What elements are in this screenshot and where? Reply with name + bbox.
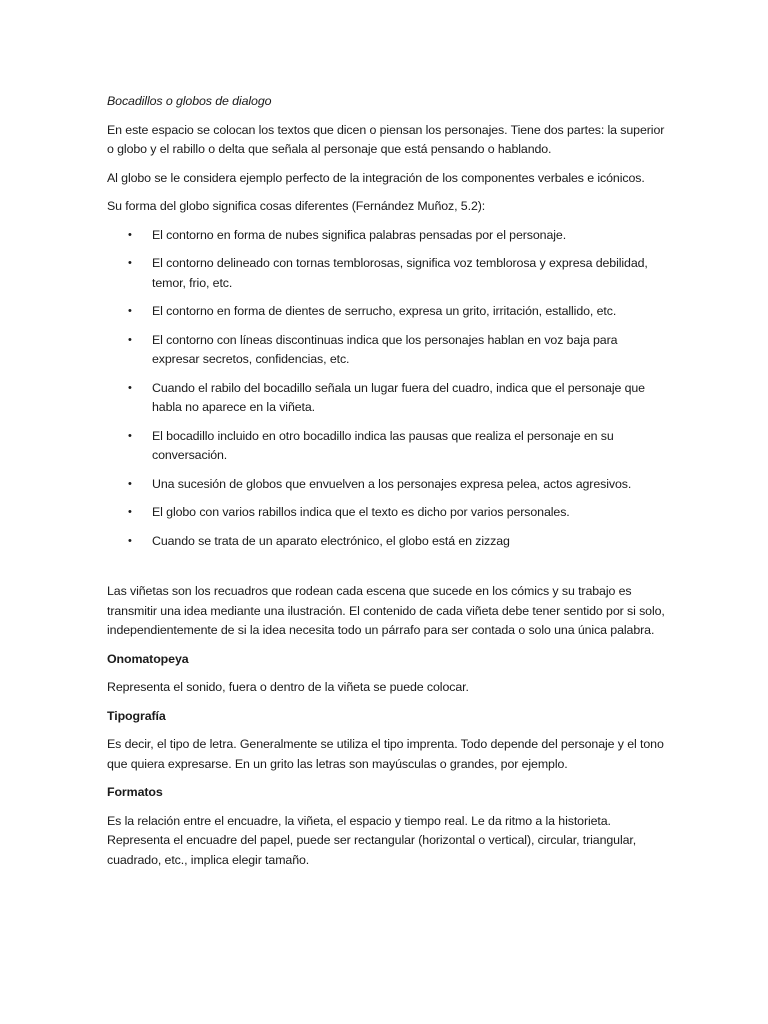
bullet-icon: •: [128, 429, 132, 442]
intro-paragraph-2: Al globo se le considera ejemplo perfecto de la integración de los componentes verbales e icónicos.: [107, 170, 645, 185]
list-item: [107, 503, 667, 523]
list-item-text: El contorno en forma de dientes de serrucho, expresa un grito, irritación, estallido, etc.: [152, 304, 617, 318]
section-body-onomatopeya: Representa el sonido, fuera o dentro de la viñeta se puede colocar.: [107, 680, 469, 694]
section-heading-onomatopeya: Onomatopeya: [107, 651, 189, 666]
bullet-icon: •: [128, 257, 132, 269]
list-item: [107, 254, 667, 293]
bullet-icon: •: [128, 228, 132, 241]
list-item: [107, 475, 667, 495]
list-item-text: El contorno con líneas discontinuas indica que los personajes hablan en voz baja para expresar secretos, confidencias, etc.: [152, 332, 618, 366]
document-title: Bocadillos o globos de dialogo: [107, 94, 272, 108]
section-heading-tipografia: Tipografía: [107, 708, 166, 723]
document-page: [107, 92, 667, 879]
list-item: [107, 379, 667, 418]
list-item-text: Una sucesión de globos que envuelven a los personajes expresa pelea, actos agresivos.: [152, 476, 632, 491]
bullet-icon: •: [128, 381, 132, 394]
list-item-text: El bocadillo incluido en otro bocadillo indica las pausas que realiza el personaje en su conversación.: [152, 428, 614, 462]
section-heading-formatos: Formatos: [107, 785, 163, 799]
section-body-tipografia: Es decir, el tipo de letra. Generalmente se utiliza el tipo imprenta. Todo depende del personaje y el tono que quiera expresarse. En un grito las letras son mayúsculas o grandes, por ejemplo.: [107, 737, 664, 771]
bullet-icon: •: [128, 506, 132, 518]
list-item-text: El globo con varios rabillos indica que el texto es dicho por varios personales.: [152, 505, 570, 519]
list-item: [107, 331, 667, 370]
balloon-shapes-list: [107, 226, 667, 552]
vinetas-paragraph: Las viñetas son los recuadros que rodean cada escena que sucede en los cómics y su trabajo es transmitir una idea mediante una ilustración. El contenido de cada viñeta debe tener sentido por si solo, independientemente de si la idea necesita todo un párrafo para ser contada o solo una única palabra.: [107, 584, 665, 637]
list-item: [107, 532, 667, 552]
bullet-icon: •: [128, 477, 132, 490]
list-item-text: Cuando se trata de un aparato electrónico, el globo está en zizzag: [152, 533, 510, 548]
list-item-text: El contorno en forma de nubes significa palabras pensadas por el personaje.: [152, 227, 567, 242]
section-body-formatos: Es la relación entre el encuadre, la viñeta, el espacio y tiempo real. Le da ritmo a la historieta. Representa el encuadre del papel, puede ser rectangular (horizontal o vertical), circular, triangular, cuadrado, etc., implica elegir tamaño.: [107, 813, 637, 867]
list-item: [107, 226, 667, 246]
intro-paragraph-3: Su forma del globo significa cosas diferentes (Fernández Muñoz, 5.2):: [107, 199, 486, 213]
list-item-text: Cuando el rabilo del bocadillo señala un lugar fuera del cuadro, indica que el personaje que habla no aparece en la viñeta.: [152, 380, 645, 414]
list-item: [107, 427, 667, 466]
bullet-icon: •: [128, 305, 132, 317]
section-spacer: [107, 560, 667, 582]
bullet-icon: •: [128, 534, 132, 547]
list-item-text: El contorno delineado con tornas temblorosas, significa voz temblorosa y expresa debilidad, temor, frio, etc.: [152, 256, 648, 290]
list-item: [107, 302, 667, 322]
bullet-icon: •: [128, 333, 132, 346]
intro-paragraph-1: En este espacio se colocan los textos que dicen o piensan los personajes. Tiene dos partes: la superior o globo y el rabillo o delta que señala al personaje que está pensando o hablando.: [107, 122, 665, 156]
